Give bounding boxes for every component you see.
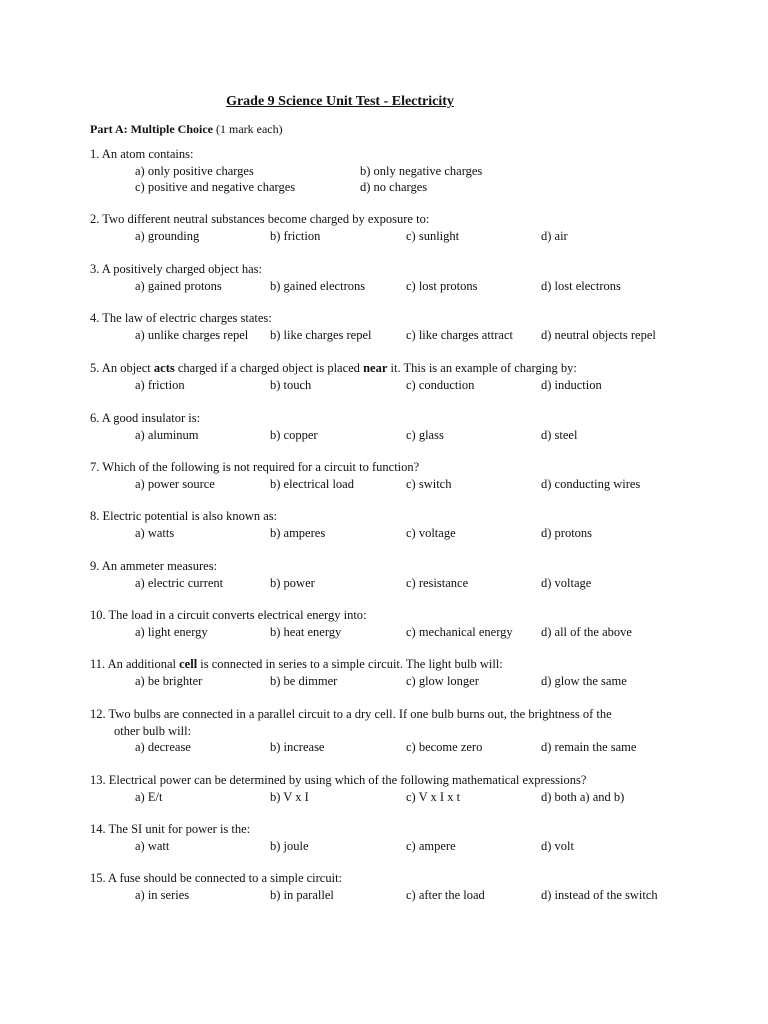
option-b: b) gained electrons — [270, 278, 366, 293]
option-b: b) only negative charges — [360, 163, 483, 178]
option-b: b) amperes — [270, 525, 326, 540]
option-a: a) aluminum — [135, 427, 199, 442]
option-a: a) gained protons — [135, 278, 222, 293]
option-a: a) power source — [135, 476, 215, 491]
option-d: d) instead of the switch — [541, 887, 658, 902]
option-d: d) air — [541, 228, 568, 243]
option-c: c) lost protons — [406, 278, 478, 293]
option-d: d) no charges — [360, 180, 428, 194]
question-stem: 8. Electric potential is also known as: — [90, 509, 278, 523]
option-b: b) friction — [270, 228, 321, 243]
question-stem: 5. An object acts charged if a charged object is placed near it. This is an example of charging by: — [90, 361, 577, 375]
option-d: d) voltage — [541, 575, 592, 590]
option-a: a) only positive charges — [135, 163, 254, 178]
option-a: a) friction — [135, 377, 185, 392]
option-a: a) grounding — [135, 228, 200, 243]
option-a: a) light energy — [135, 624, 208, 639]
option-c: c) ampere — [406, 838, 456, 853]
part-a-heading — [90, 121, 283, 138]
question-5 — [90, 360, 690, 393]
option-d: d) both a) and b) — [541, 789, 625, 804]
question-9 — [90, 558, 690, 591]
option-b: b) be dimmer — [270, 673, 338, 688]
option-b: b) electrical load — [270, 476, 354, 491]
question-stem: 13. Electrical power can be determined by using which of the following mathematical expressions? — [90, 773, 587, 787]
option-d: d) lost electrons — [541, 278, 621, 293]
option-d: d) all of the above — [541, 624, 632, 639]
option-a: a) be brighter — [135, 673, 203, 688]
option-c: c) resistance — [406, 575, 469, 590]
question-11 — [90, 656, 690, 689]
option-a: a) watt — [135, 838, 170, 853]
question-12 — [90, 706, 690, 756]
option-d: d) induction — [541, 377, 602, 392]
option-a: a) decrease — [135, 740, 191, 754]
option-c: c) switch — [406, 476, 452, 491]
option-d: d) volt — [541, 838, 574, 853]
question-stem: 9. An ammeter measures: — [90, 559, 218, 573]
option-b: b) joule — [270, 838, 309, 853]
part-a-label: Part A: Multiple Choice — [90, 122, 213, 136]
question-stem: 11. An additional cell is connected in series to a simple circuit. The light bulb will: — [90, 657, 503, 671]
emphasis-acts: acts — [153, 361, 175, 375]
question-stem: 1. An atom contains: — [90, 147, 194, 161]
question-stem: 7. Which of the following is not required for a circuit to function? — [90, 460, 420, 474]
option-a: a) electric current — [135, 575, 224, 590]
question-3 — [90, 261, 690, 294]
question-1 — [90, 146, 690, 196]
question-stem: 2. Two different neutral substances become charged by exposure to: — [90, 212, 430, 226]
option-c: c) sunlight — [406, 228, 460, 243]
question-8 — [90, 508, 690, 541]
option-a: a) in series — [135, 887, 190, 902]
option-c: c) mechanical energy — [406, 624, 513, 639]
option-c: c) glass — [406, 427, 444, 442]
option-d: d) conducting wires — [541, 476, 641, 491]
option-b: b) touch — [270, 377, 312, 392]
option-c: c) become zero — [406, 740, 483, 754]
option-b: b) increase — [270, 740, 325, 754]
option-c: c) V x I x t — [406, 789, 461, 804]
question-stem-continued: other bulb will: — [114, 723, 192, 738]
question-14 — [90, 821, 690, 854]
option-c: c) positive and negative charges — [135, 180, 296, 194]
question-6 — [90, 410, 690, 443]
question-15 — [90, 870, 690, 903]
option-d: d) protons — [541, 525, 593, 540]
option-a: a) watts — [135, 525, 175, 540]
question-stem: 15. A fuse should be connected to a simple circuit: — [90, 871, 343, 885]
option-c: c) conduction — [406, 377, 475, 392]
option-b: b) in parallel — [270, 887, 334, 902]
emphasis-near: near — [363, 361, 388, 375]
question-stem: 14. The SI unit for power is the: — [90, 822, 251, 836]
question-13 — [90, 772, 690, 805]
option-b: b) like charges repel — [270, 327, 372, 342]
page-title: Grade 9 Science Unit Test - Electricity — [226, 94, 454, 109]
question-stem: 10. The load in a circuit converts electrical energy into: — [90, 608, 367, 622]
emphasis-cell: cell — [179, 657, 198, 671]
question-stem: 6. A good insulator is: — [90, 411, 201, 425]
question-4 — [90, 310, 690, 343]
question-stem: 4. The law of electric charges states: — [90, 311, 272, 325]
option-c: c) voltage — [406, 525, 456, 540]
option-c: c) after the load — [406, 887, 485, 902]
option-c: c) glow longer — [406, 673, 479, 688]
option-b: b) heat energy — [270, 624, 342, 639]
option-c: c) like charges attract — [406, 327, 514, 342]
question-stem: 12. Two bulbs are connected in a parallel circuit to a dry cell. If one bulb burns out, the brightness of the — [90, 707, 612, 721]
question-10 — [90, 607, 690, 640]
question-2 — [90, 211, 690, 244]
option-d: d) remain the same — [541, 740, 637, 754]
option-b: b) power — [270, 575, 315, 590]
question-stem: 3. A positively charged object has: — [90, 262, 262, 276]
part-a-note: (1 mark each) — [215, 122, 283, 136]
question-7 — [90, 459, 690, 492]
option-d: d) glow the same — [541, 673, 627, 688]
option-a: a) unlike charges repel — [135, 327, 249, 342]
option-a: a) E/t — [135, 789, 163, 804]
option-b: b) V x I — [270, 789, 309, 804]
option-d: d) steel — [541, 427, 578, 442]
option-d: d) neutral objects repel — [541, 327, 656, 342]
option-b: b) copper — [270, 427, 318, 442]
